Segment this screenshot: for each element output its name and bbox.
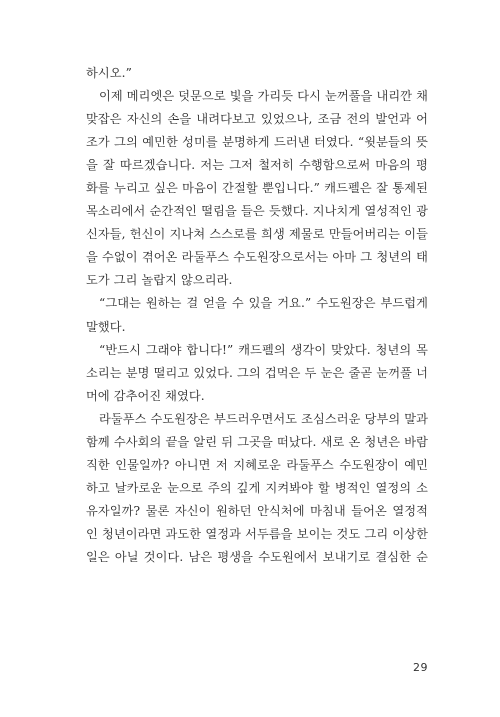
text-line: 유자일까? 물론 자신이 원하던 안식처에 마침내 들어온 열정적 [86,503,428,518]
text-line: 화를 누리고 싶은 마음이 간절할 뿐입니다.” 캐드펠은 잘 통제된 [86,181,428,196]
text-line: “반드시 그래야 합니다!” 캐드펠의 생각이 맞았다. 청년의 목 [99,342,428,357]
body-text [86,62,428,569]
text-line: 소리는 분명 떨리고 있었다. 그의 겁먹은 두 눈은 줄곧 눈꺼풀 너 [86,365,428,380]
text-line: 이제 메리엣은 덧문으로 빛을 가리듯 다시 눈꺼풀을 내리깐 채 [99,89,428,104]
text-line: 하시오.” [86,66,132,80]
text-line: 을 잘 따르겠습니다. 저는 그저 철저히 수행함으로써 마음의 평 [86,158,428,173]
text-line: 함께 수사회의 끝을 알린 뒤 그곳을 떠났다. 새로 온 청년은 바람 [86,434,428,449]
text-line: 목소리에서 순간적인 떨림을 들은 듯했다. 지나치게 열성적인 광 [86,204,428,219]
page-number: 29 [413,661,428,674]
text-line: 을 수없이 겪어온 라둘푸스 수도원장으로서는 아마 그 청년의 태 [86,250,428,265]
text-line: 조가 그의 예민한 성미를 분명하게 드러낸 터였다. “윗분들의 뜻 [86,135,428,150]
text-line: 말했다. [86,319,126,334]
text-line: 직한 인물일까? 아니면 저 지혜로운 라둘푸스 수도원장이 예민 [86,457,428,472]
text-line: 도가 그리 놀랍지 않으리라. [86,273,233,288]
text-line: 머에 감추어진 채였다. [86,388,205,403]
text-line: 맞잡은 자신의 손을 내려다보고 있었으나, 조금 전의 발언과 어 [86,112,428,127]
text-line: 라둘푸스 수도원장은 부드러우면서도 조심스러운 당부의 말과 [99,411,428,426]
text-line: 인 청년이라면 과도한 열정과 서두름을 보이는 것도 그리 이상한 [86,526,428,541]
text-line: 신자들, 헌신이 지나쳐 스스로를 희생 제물로 만들어버리는 이들 [86,227,428,242]
text-line: 일은 아닐 것이다. 남은 평생을 수도원에서 보내기로 결심한 순 [86,549,428,564]
text-line: “그대는 원하는 걸 얻을 수 있을 거요.” 수도원장은 부드럽게 [99,296,428,311]
text-line: 하고 날카로운 눈으로 주의 깊게 지켜봐야 할 병적인 열정의 소 [86,480,428,495]
